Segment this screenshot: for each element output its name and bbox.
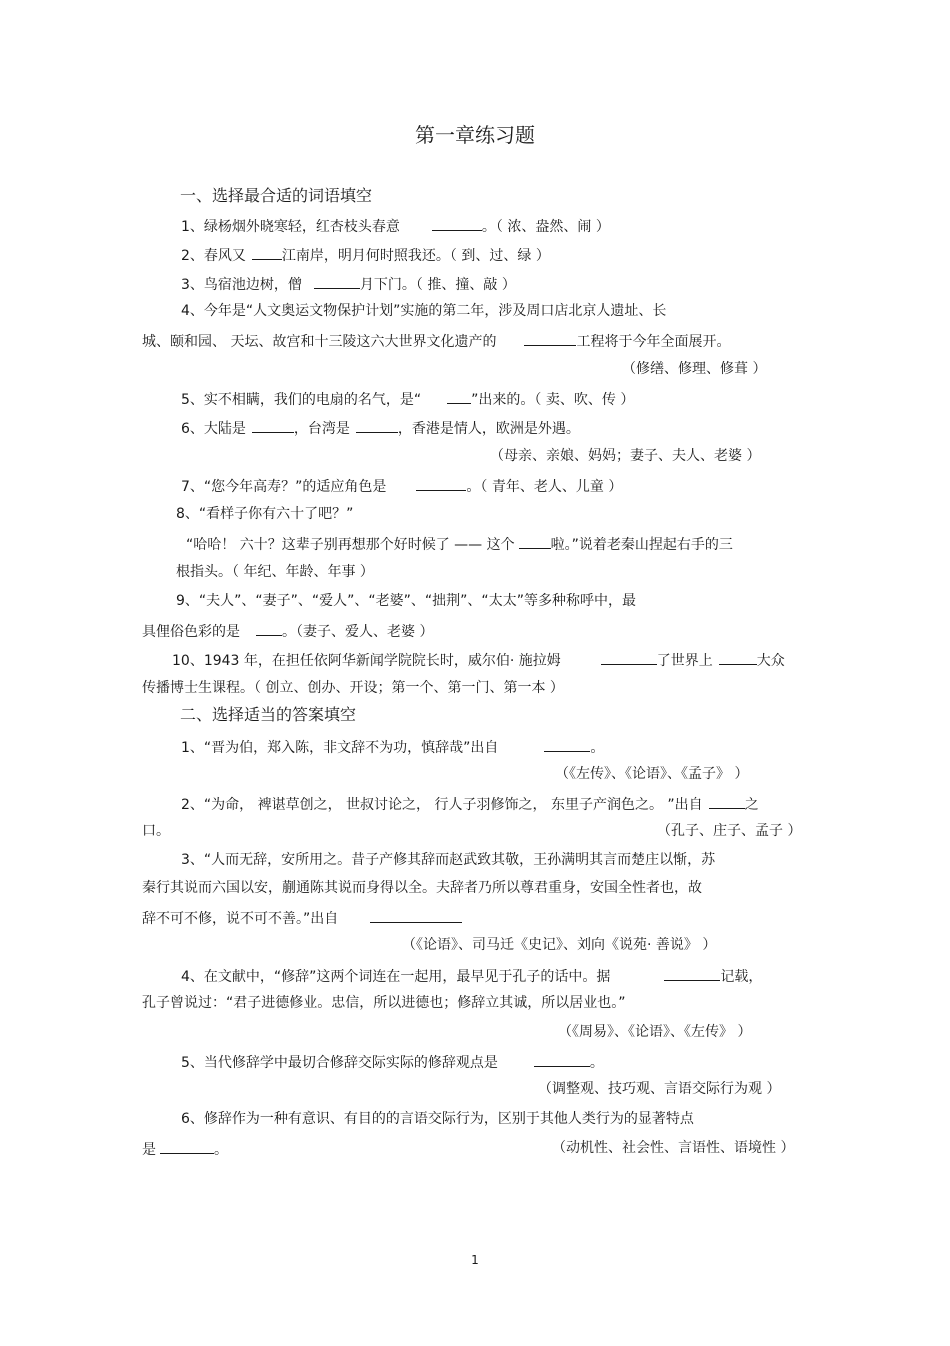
question-2-3-options: （《论语》、司马迁《史记》、刘向《说苑· 善说》 ） [402, 937, 717, 953]
answer-blank[interactable] [524, 331, 576, 346]
question-2-3-line3: 辞不可不修，说不可不善。”出自 [142, 908, 462, 928]
question-1-9-line1: 9、“夫人”、“妻子”、“爱人”、“老婆”、“拙荆”、“太太”等多种称呼中，最 [176, 593, 636, 609]
question-1-8-line2: “哈哈！ 六十？这辈子别再想那个好时候了 —— 这个 啦。”说着老秦山捏起右手的三 [186, 534, 733, 554]
question-2-1: 1、“晋为伯，郑入陈，非文辞不为功，慎辞哉”出自 。 [181, 737, 604, 757]
answer-blank[interactable] [160, 1139, 214, 1154]
question-1-5: 5、实不相瞒，我们的电扇的名气，是“ ”出来的。（ 卖、吹、传 ） [181, 389, 634, 409]
question-2-1-options: （《左传》、《论语》、《孟子》 ） [555, 766, 749, 782]
question-2-6-line1: 6、修辞作为一种有意识、有目的的言语交际行为，区别于其他人类行为的显著特点 [181, 1111, 694, 1127]
section-1-heading: 一、选择最合适的词语填空 [180, 186, 373, 205]
answer-blank[interactable] [252, 245, 282, 260]
section-2-heading: 二、选择适当的答案填空 [180, 705, 357, 724]
page-title: 第一章练习题 [415, 123, 535, 147]
answer-blank[interactable] [416, 476, 466, 491]
answer-blank[interactable] [432, 216, 482, 231]
question-1-4-line2: 城、颐和园、 天坛、故宫和十三陵这六大世界文化遗产的 工程将于今年全面展开。 [142, 331, 730, 351]
answer-blank[interactable] [447, 389, 471, 404]
question-2-6-line2: 是 。 [142, 1139, 228, 1159]
question-2-6-options: （动机性、社会性、言语性、语境性 ） [552, 1140, 795, 1156]
question-1-7: 7、“您今年高寿？”的适应角色是 。（ 青年、老人、儿童 ） [181, 476, 622, 496]
answer-blank[interactable] [370, 908, 462, 923]
question-2-2-options: （孔子、庄子、孟子 ） [657, 823, 802, 839]
question-2-4-line2: 孔子曾说过：“君子进德修业。忠信，所以进德也；修辞立其诚，所以居业也。” [142, 995, 626, 1011]
answer-blank[interactable] [601, 650, 657, 665]
answer-blank[interactable] [709, 794, 745, 809]
question-2-4-options: （《周易》、《论语》、《左传》 ） [558, 1024, 752, 1040]
question-1-10-line1: 10、1943 年，在担任依阿华新闻学院院长时，威尔伯· 施拉姆 了世界上 大众 [172, 650, 785, 670]
answer-blank[interactable] [256, 621, 282, 636]
answer-blank[interactable] [534, 1052, 590, 1067]
question-1-4-options: （修缮、修理、修葺 ） [622, 361, 767, 377]
answer-blank[interactable] [314, 274, 360, 289]
question-2-2-line2: 口。 [142, 823, 170, 839]
question-1-6-options: （母亲、亲娘、妈妈；妻子、夫人、老婆 ） [490, 448, 761, 464]
question-2-5-options: （调整观、技巧观、言语交际行为观 ） [538, 1081, 781, 1097]
question-2-4-line1: 4、在文献中，“修辞”这两个词连在一起用，最早见于孔子的话中。据 记载， [181, 966, 762, 986]
question-1-1: 1、绿杨烟外晓寒轻，红杏枝头春意 。（ 浓、盎然、闹 ） [181, 216, 610, 236]
question-1-4-line1: 4、今年是“人文奥运文物保护计划”实施的第二年，涉及周口店北京人遗址、长 [181, 303, 667, 319]
answer-blank[interactable] [252, 418, 294, 433]
answer-blank[interactable] [664, 966, 720, 981]
question-1-2: 2、春风又 江南岸，明月何时照我还。（ 到、过、绿 ） [181, 245, 550, 265]
answer-blank[interactable] [719, 650, 757, 665]
question-1-8-line3: 根指头。（ 年纪、年龄、年事 ） [176, 564, 374, 580]
question-1-3: 3、鸟宿池边树，僧 月下门。（ 推、撞、敲 ） [181, 274, 516, 294]
question-1-10-line2: 传播博士生课程。（ 创立、创办、开设；第一个、第一门、第一本 ） [142, 680, 564, 696]
answer-blank[interactable] [356, 418, 398, 433]
question-2-2-line1: 2、“为命， 裨谌草创之， 世叔讨论之， 行人子羽修饰之， 东里子产润色之。 ”出自 之 [181, 794, 759, 814]
question-1-6: 6、大陆是 ，台湾是 ，香港是情人，欧洲是外遇。 [181, 418, 580, 438]
question-1-8-line1: 8、“看样子你有六十了吧？” [176, 506, 354, 522]
question-2-3-line1: 3、“人而无辞，安所用之。昔子产修其辞而赵武致其敬，王孙满明其言而楚庄以惭，苏 [181, 852, 716, 868]
question-2-3-line2: 秦行其说而六国以安，蒯通陈其说而身得以全。夫辞者乃所以尊君重身，安国全性者也，故 [142, 880, 702, 896]
question-1-9-line2: 具俚俗色彩的是 。（妻子、爱人、老婆 ） [142, 621, 433, 641]
question-2-5: 5、当代修辞学中最切合修辞交际实际的修辞观点是 。 [181, 1052, 604, 1072]
answer-blank[interactable] [519, 534, 551, 549]
page-number: 1 [471, 1253, 479, 1267]
answer-blank[interactable] [544, 737, 590, 752]
